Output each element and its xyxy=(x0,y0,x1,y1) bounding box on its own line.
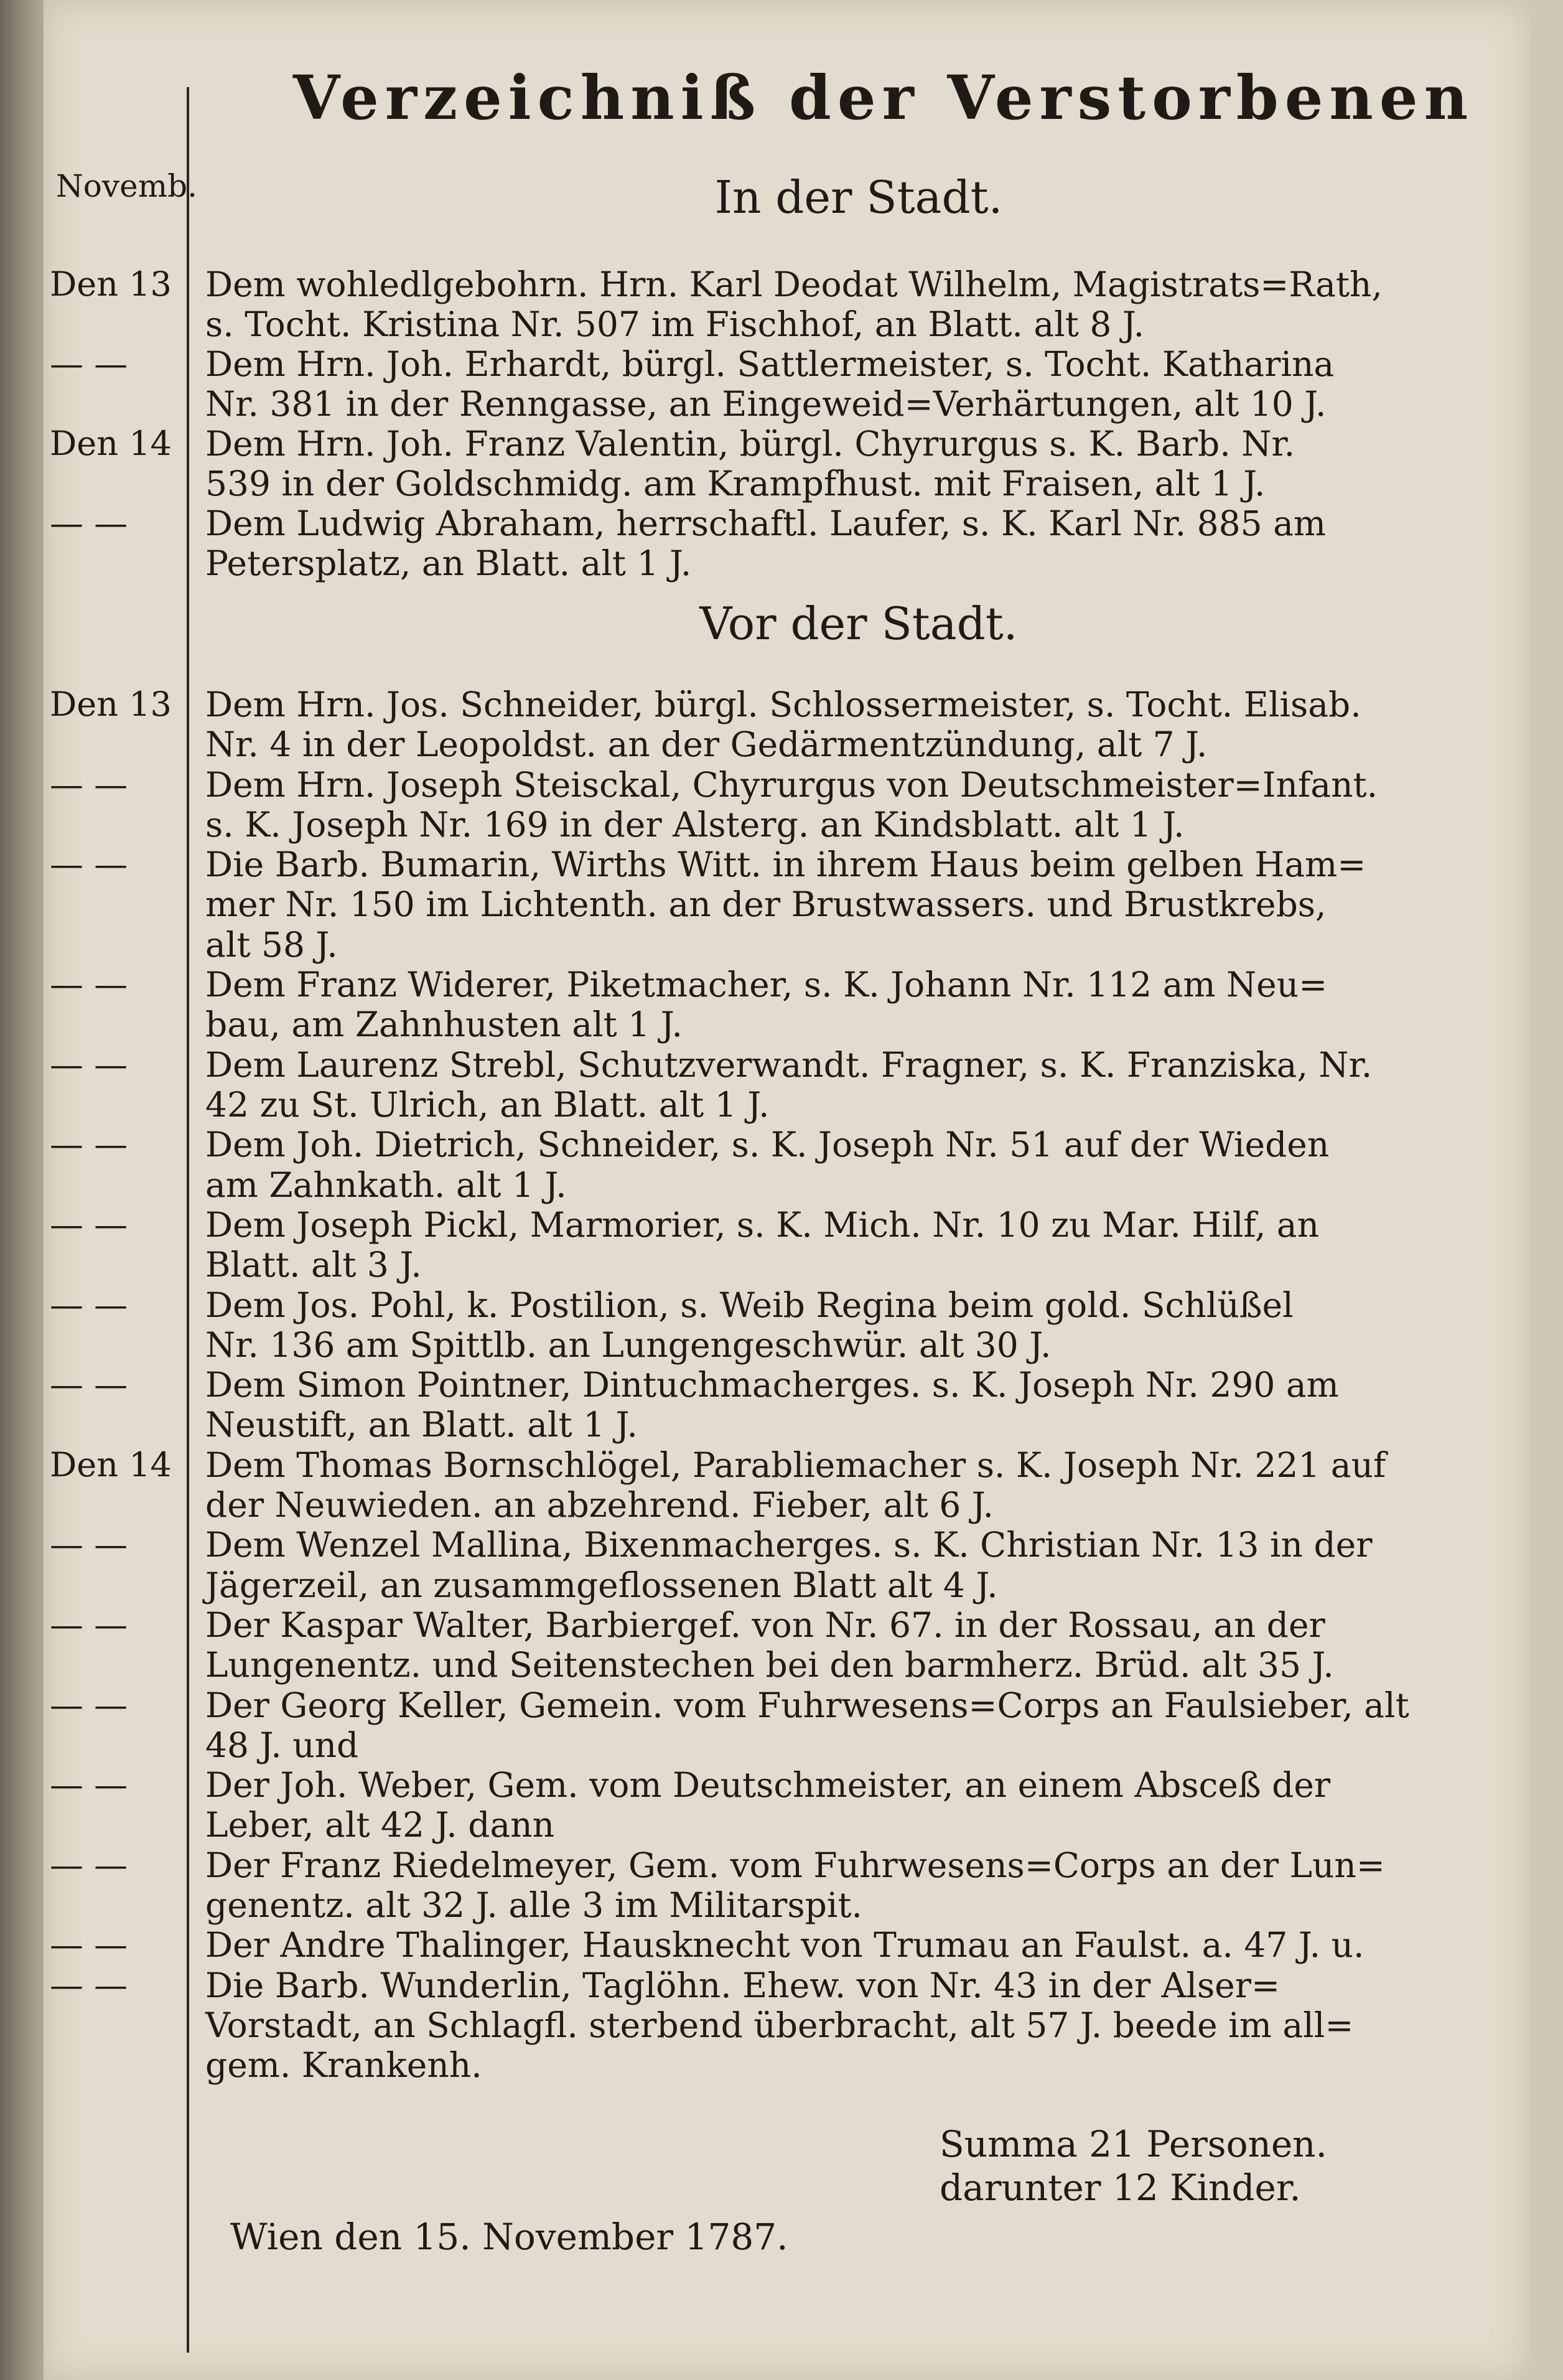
entry-line: Dem Hrn. Joh. Erhardt, bürgl. Sattlermeister, s. Tocht. Katharina xyxy=(205,344,1335,384)
entry-line: Petersplatz, an Blatt. alt 1 J. xyxy=(205,543,692,583)
entry-line: Die Barb. Bumarin, Wirths Witt. in ihrem Haus beim gelben Ham= xyxy=(205,845,1366,885)
entry-line: Die Barb. Wunderlin, Taglöhn. Ehew. von Nr. 43 in der Alser= xyxy=(205,1965,1281,2005)
entry-line: Der Joh. Weber, Gem. vom Deutschmeister, an einem Absceß der xyxy=(205,1765,1331,1806)
summa-block xyxy=(940,2122,1327,2209)
entry-date: — — xyxy=(50,1845,128,1885)
entry-line: Dem Joseph Pickl, Marmorier, s. K. Mich. Nr. 10 zu Mar. Hilf, an xyxy=(205,1204,1319,1245)
entry-line: 42 zu St. Ulrich, an Blatt. alt 1 J. xyxy=(205,1084,770,1125)
entry-line: Nr. 136 am Spittlb. an Lungengeschwür. alt 30 J. xyxy=(205,1324,1052,1365)
entry-line: Lungenentz. und Seitenstechen bei den barmherz. Brüd. alt 35 J. xyxy=(205,1645,1334,1685)
entry-date: — — xyxy=(50,1765,128,1805)
entry-line: Dem Ludwig Abraham, herrschaftl. Laufer, s. K. Karl Nr. 885 am xyxy=(205,504,1327,543)
entry-line: Neustift, an Blatt. alt 1 J. xyxy=(205,1405,638,1445)
entry-line: Dem Jos. Pohl, k. Postilion, s. Weib Regina beim gold. Schlüßel xyxy=(205,1285,1294,1325)
entry-date: Den 13 xyxy=(50,685,172,724)
page-title: Verzeichniß der Verstorbenen xyxy=(292,62,1475,133)
margin-rule xyxy=(187,87,189,2353)
month-label: Novemb. xyxy=(56,168,198,204)
entry-line: 48 J. und xyxy=(205,1725,359,1765)
entry-line: Dem Laurenz Strebl, Schutzverwandt. Fragner, s. K. Franziska, Nr. xyxy=(205,1044,1373,1085)
entry-date: Den 14 xyxy=(50,1445,172,1484)
entry-line: 539 in der Goldschmidg. am Krampfhust. mit Fraisen, alt 1 J. xyxy=(205,464,1266,504)
entry-date: — — xyxy=(50,764,128,804)
entry-line: Dem Franz Widerer, Piketmacher, s. K. Johann Nr. 112 am Neu= xyxy=(205,965,1328,1005)
entry-line: Dem wohledlgebohrn. Hrn. Karl Deodat Wilhelm, Magistrats=Rath, xyxy=(205,265,1383,304)
entry-date: Den 14 xyxy=(50,424,172,463)
entry-line: Der Franz Riedelmeyer, Gem. vom Fuhrwesens=Corps an der Lun= xyxy=(205,1845,1385,1885)
entry-line: Dem Thomas Bornschlögel, Parabliemacher s. K. Joseph Nr. 221 auf xyxy=(205,1445,1386,1485)
entry-line: Dem Joh. Dietrich, Schneider, s. K. Joseph Nr. 51 auf der Wieden xyxy=(205,1125,1330,1165)
entry-line: Jägerzeil, an zusammgeflossenen Blatt alt 4 J. xyxy=(205,1565,998,1605)
entry-line: Der Georg Keller, Gemein. vom Fuhrwesens=Corps an Faulsieber, alt xyxy=(205,1685,1409,1725)
entry-date: — — xyxy=(50,1525,128,1565)
entry-line: Leber, alt 42 J. dann xyxy=(205,1805,555,1845)
entry-line: bau, am Zahnhusten alt 1 J. xyxy=(205,1005,683,1045)
entry-line: genentz. alt 32 J. alle 3 im Militarspit. xyxy=(205,1885,862,1925)
entry-date: — — xyxy=(50,1925,128,1965)
entry-date: — — xyxy=(50,1204,128,1244)
section-heading-vorstadt: Vor der Stadt. xyxy=(699,597,1018,650)
entry-date: — — xyxy=(50,1125,128,1164)
place-date: Wien den 15. November 1787. xyxy=(230,2216,788,2258)
entry-line: Dem Wenzel Mallina, Bixenmacherges. s. K. Christian Nr. 13 in der xyxy=(205,1525,1373,1565)
entry-date: — — xyxy=(50,504,128,543)
document-page xyxy=(44,0,1531,2380)
entry-date: — — xyxy=(50,845,128,884)
entry-line: Dem Hrn. Joh. Franz Valentin, bürgl. Chyrurgus s. K. Barb. Nr. xyxy=(205,424,1295,464)
summa-children: darunter 12 Kinder. xyxy=(940,2167,1301,2209)
entry-line: Dem Simon Pointner, Dintuchmacherges. s. K. Joseph Nr. 290 am xyxy=(205,1365,1339,1405)
entry-date: — — xyxy=(50,1365,128,1405)
entry-date: — — xyxy=(50,965,128,1005)
entry-line: s. Tocht. Kristina Nr. 507 im Fischhof, an Blatt. alt 8 J. xyxy=(205,304,1145,344)
entry-line: gem. Krankenh. xyxy=(205,2045,482,2086)
entry-line: s. K. Joseph Nr. 169 in der Alsterg. an Kindsblatt. alt 1 J. xyxy=(205,804,1185,845)
entry-line: alt 58 J. xyxy=(205,924,338,965)
entry-line: Dem Hrn. Jos. Schneider, bürgl. Schlossermeister, s. Tocht. Elisab. xyxy=(205,685,1361,724)
entry-line: am Zahnkath. alt 1 J. xyxy=(205,1164,567,1205)
entry-date: — — xyxy=(50,1285,128,1324)
entry-line: Vorstadt, an Schlagfl. sterbend überbracht, alt 57 J. beede im all= xyxy=(205,2005,1354,2045)
entry-line: Nr. 381 in der Renngasse, an Eingeweid=Verhärtungen, alt 10 J. xyxy=(205,384,1327,424)
entry-date: — — xyxy=(50,1044,128,1084)
entry-line: der Neuwieden. an abzehrend. Fieber, alt 6 J. xyxy=(205,1484,994,1525)
entry-line: Dem Hrn. Joseph Steisckal, Chyrurgus von Deutschmeister=Infant. xyxy=(205,764,1378,805)
entry-date: — — xyxy=(50,1685,128,1725)
entry-date: — — xyxy=(50,1605,128,1644)
entry-date: — — xyxy=(50,344,128,383)
entry-line: mer Nr. 150 im Lichtenth. an der Brustwassers. und Brustkrebs, xyxy=(205,884,1327,925)
entry-line: Der Kaspar Walter, Barbiergef. von Nr. 67. in der Rossau, an der xyxy=(205,1605,1325,1645)
entry-date: — — xyxy=(50,1965,128,2005)
entry-date: Den 13 xyxy=(50,265,172,304)
entry-line: Nr. 4 in der Leopoldst. an der Gedärmentzündung, alt 7 J. xyxy=(205,724,1208,765)
summa-total: Summa 21 Personen. xyxy=(940,2123,1327,2165)
entry-line: Der Andre Thalinger, Hausknecht von Trumau an Faulst. a. 47 J. u. xyxy=(205,1925,1365,1965)
entry-line: Blatt. alt 3 J. xyxy=(205,1245,422,1285)
section-heading-stadt: In der Stadt. xyxy=(714,171,1003,223)
